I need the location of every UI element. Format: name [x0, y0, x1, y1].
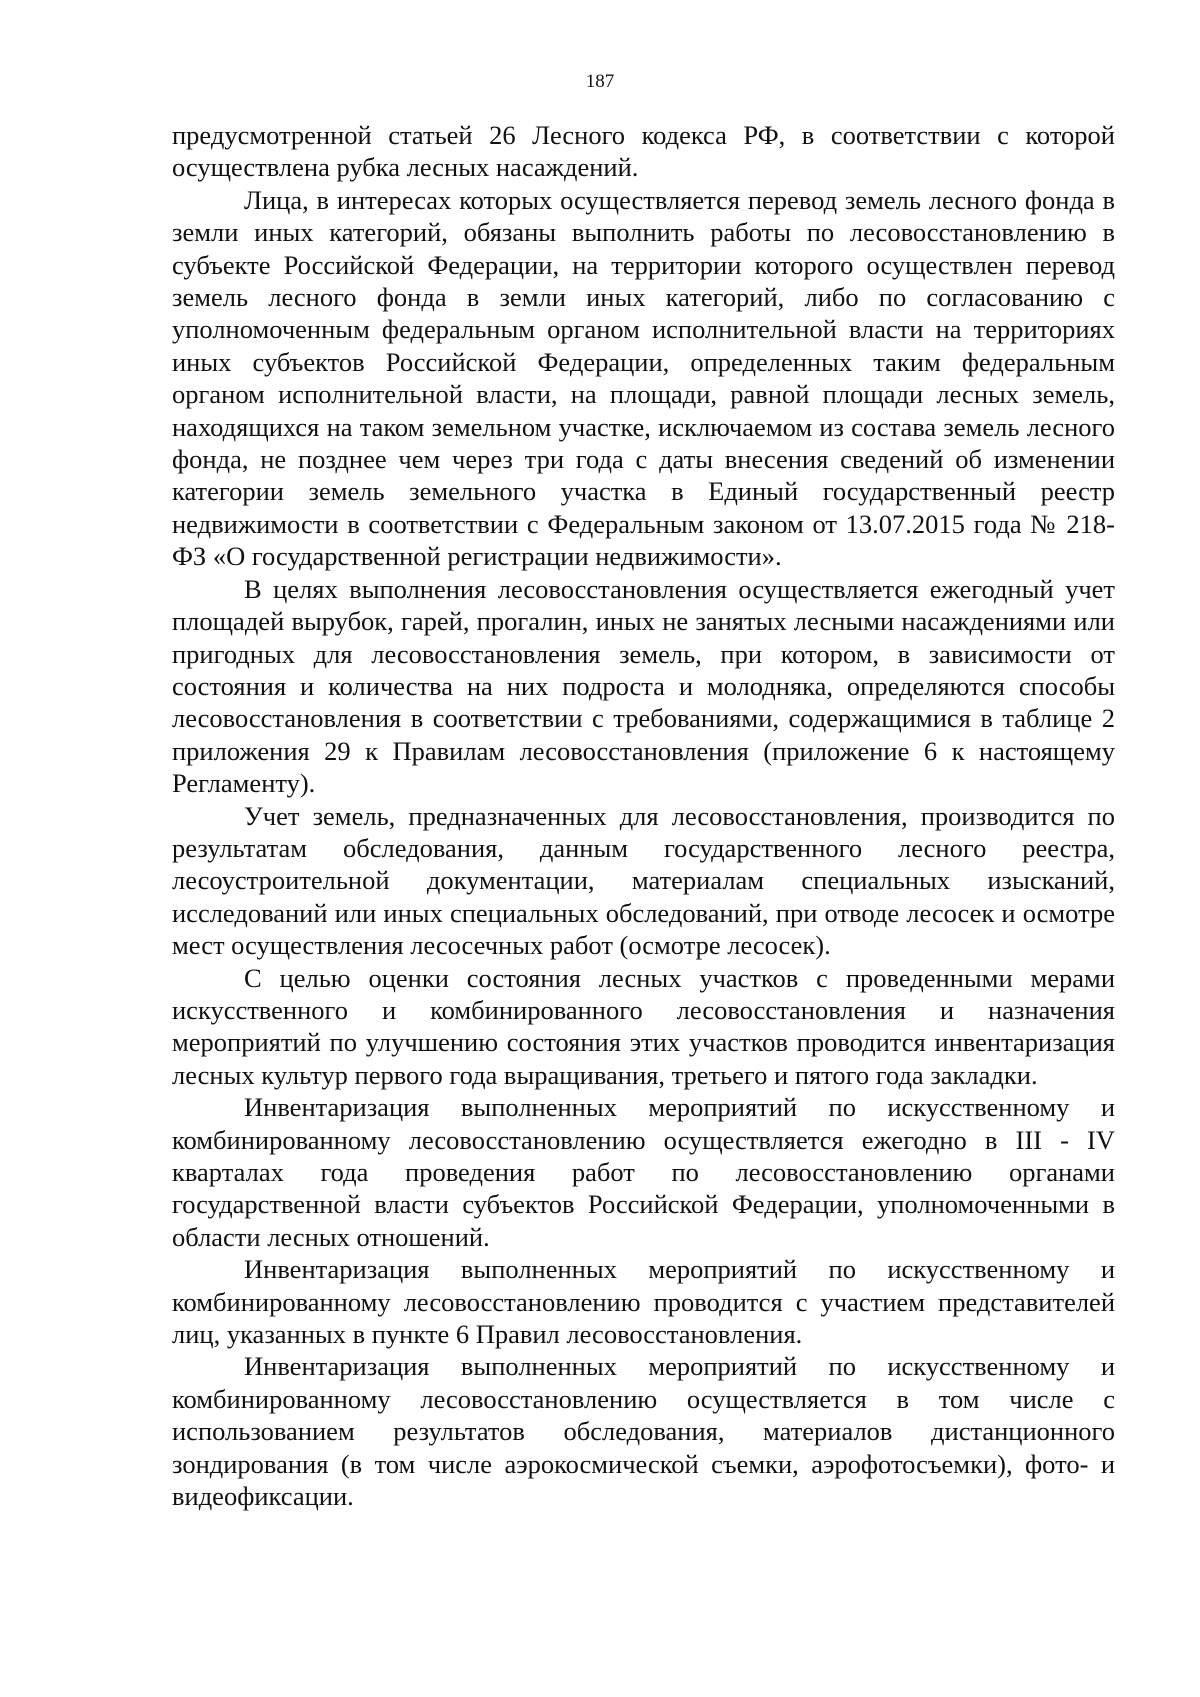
paragraph-continuation: предусмотренной статьей 26 Лесного кодекса РФ, в соответствии с которой осуществлена рубка лесных насаждений. — [172, 120, 1115, 183]
paragraph-inventory-timing: Инвентаризация выполненных мероприятий по искусственному и комбинированному лесовосстановлению осуществляется ежегодно в III - IV кварталах года проведения работ по лесовосстановлению органами государственной власти субъектов Российской Федерации, уполномоченными в области лесных отношений. — [172, 1092, 1115, 1252]
paragraph-annual-accounting: В целях выполнения лесовосстановления осуществляется ежегодный учет площадей вырубок, гарей, прогалин, иных не занятых лесными насаждениями или пригодных для лесовосстановления земель, при котором, в зависимости от состояния и количества на них подроста и молодняка, определяются способы лесовосстановления в соответствии с требованиями, содержащимися в таблице 2 приложения 29 к Правилам лесовосстановления (приложение 6 к настоящему Регламенту). — [172, 573, 1115, 799]
paragraph-land-accounting-sources: Учет земель, предназначенных для лесовосстановления, производится по результатам обследования, данным государственного лесного реестра, лесоустроительной документации, материалам специальных изысканий, исследований или иных специальных обследований, при отводе лесосек и осмотре мест осуществления лесосечных работ (осмотре лесосек). — [172, 800, 1115, 961]
document-body — [172, 119, 1115, 1512]
paragraph-land-transfer-obligations: Лица, в интересах которых осуществляется перевод земель лесного фонда в земли иных категорий, обязаны выполнить работы по лесовосстановлению в субъекте Российской Федерации, на территории которого осуществлен перевод земель лесного фонда в земли иных категорий, либо по согласованию с уполномоченным федеральным органом исполнительной власти на территориях иных субъектов Российской Федерации, определенных таким федеральным органом исполнительной власти, на площади, равной площади лесных земель, находящихся на таком земельном участке, исключаемом из состава земель лесного фонда, не позднее чем через три года с даты внесения сведений об изменении категории земель земельного участка в Единый государственный реестр недвижимости в соответствии с Федеральным законом от 13.07.2015 года № 218-ФЗ «О государственной регистрации недвижимости». — [172, 184, 1115, 572]
paragraph-inventory-methods: Инвентаризация выполненных мероприятий по искусственному и комбинированному лесовосстановлению осуществляется в том числе с использованием результатов обследования, материалов дистанционного зондирования (в том числе аэрокосмической съемки, аэрофотосъемки), фото- и видеофиксации. — [172, 1351, 1115, 1512]
paragraph-inventory-participants: Инвентаризация выполненных мероприятий по искусственному и комбинированному лесовосстановлению проводится с участием представителей лиц, указанных в пункте 6 Правил лесовосстановления. — [172, 1254, 1115, 1350]
page-number: 187 — [585, 71, 615, 92]
paragraph-inventory-purpose: С целью оценки состояния лесных участков с проведенными мерами искусственного и комбинированного лесовосстановления и назначения мероприятий по улучшению состояния этих участков проводится инвентаризация лесных культур первого года выращивания, третьего и пятого года закладки. — [172, 962, 1115, 1090]
